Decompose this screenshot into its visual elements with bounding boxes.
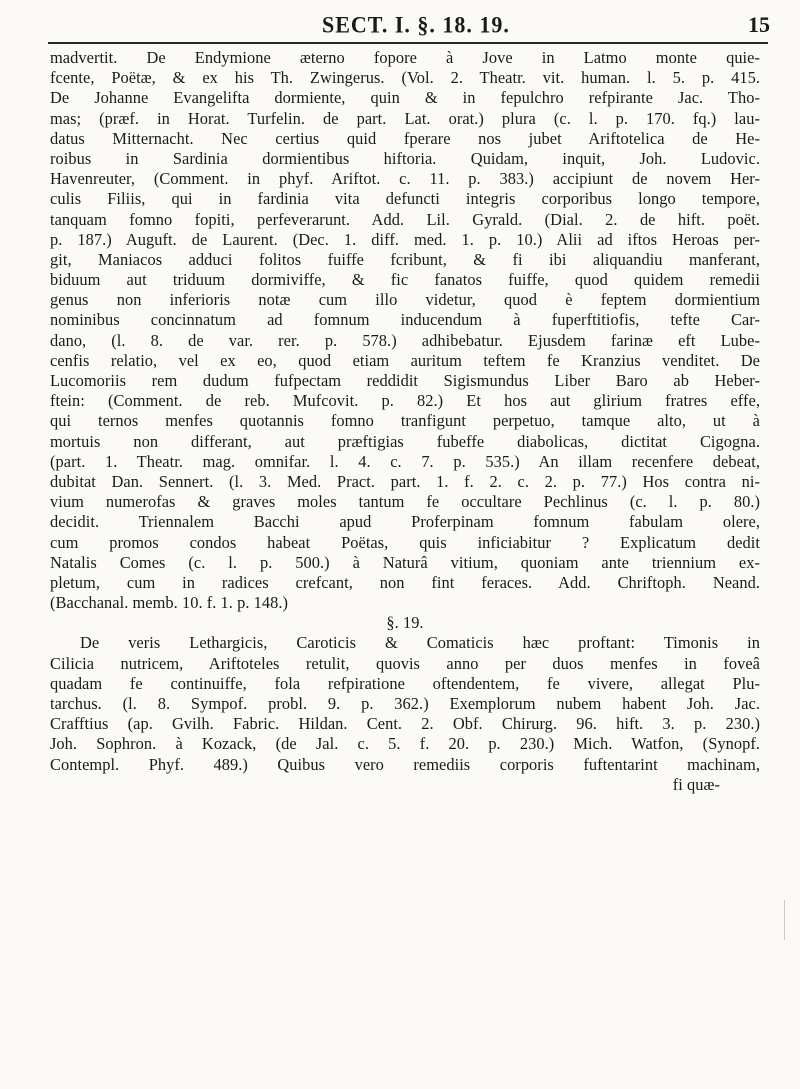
text-line: Lucomoriis rem dudum fufpectam reddidit Sigismundus Liber Baro ab Heber- (50, 371, 760, 390)
text-line: cum promos condos habeat Poëtas, quis inficiabitur ? Explicatum dedit (50, 532, 760, 552)
text-line: biduum aut triduum dormiviffe, & fic fanatos fuiffe, quod quidem remedii (50, 270, 760, 290)
text-line: vium numerofas & graves moles tantum fe occultare Pechlinus (c. l. p. 80.) (50, 492, 760, 512)
text-line: cenfis relatio, vel ex eo, quod etiam auritum teftem fe Kranzius venditet. De (50, 350, 760, 370)
text-line: tanquam fomno fopiti, perfeverarunt. Add. Lil. Gyrald. (Dial. 2. de hift. poët. (50, 209, 760, 229)
page-number: 15 (748, 12, 770, 37)
running-head: SECT. I. §. 18. 19. (322, 11, 510, 38)
body-text (50, 48, 760, 1078)
section-heading: §. 19. (386, 613, 424, 633)
text-line: Cilicia nutricem, Ariftoteles retulit, quovis anno per duos menfes in foveâ (50, 653, 760, 673)
text-line: Crafftius (ap. Gvilh. Fabric. Hildan. Cent. 2. Obf. Chirurg. 96. hift. 3. p. 230.) (50, 714, 760, 734)
page-edge-mark (784, 900, 788, 940)
text-line: nominibus concinnatum ad fomnum inducendum à fuperftitiofis, tefte Car- (50, 310, 760, 330)
catchword: fi quæ- (672, 774, 720, 794)
text-line: tarchus. (l. 8. Sympof. probl. 9. p. 362.) Exemplorum nubem habent Joh. Jac. (50, 694, 760, 713)
text-line: git, Maniacos adduci folitos fuiffe fcribunt, & fi ibi aliquandiu manferant, (50, 249, 760, 269)
text-line: culis Filiis, qui in fardinia vita defuncti integris corporibus longo tempore, (50, 189, 760, 209)
text-line: fcente, Poëtæ, & ex his Th. Zwingerus. (Vol. 2. Theatr. vit. human. l. 5. p. 415. (50, 68, 760, 88)
text-line: decidit. Triennalem Bacchi apud Proferpinam fomnum fabulam olere, (50, 512, 760, 532)
text-line: madvertit. De Endymione æterno fopore à Jove in Latmo monte quie- (50, 48, 760, 67)
header-rule (48, 42, 768, 44)
text-line: p. 187.) Auguft. de Laurent. (Dec. 1. diff. med. 1. p. 10.) Alii ad iftos Heroas per- (50, 229, 760, 249)
text-line: pletum, cum in radices crefcant, non fint feraces. Add. Chriftoph. Neand. (50, 572, 760, 592)
text-line: Joh. Sophron. à Kozack, (de Jal. c. 5. f. 20. p. 230.) Mich. Watfon, (Synopf. (50, 734, 760, 754)
text-line: (part. 1. Theatr. mag. omnifar. l. 4. c. 7. p. 535.) An illam recenfere debeat, (50, 451, 760, 471)
text-line: datus Mitternacht. Nec certius quid fperare nos jubet Ariftotelica de He- (50, 128, 760, 148)
text-line: Contempl. Phyf. 489.) Quibus vero remediis corporis fuftentarint machinam, (50, 754, 760, 774)
text-line: mas; (præf. in Horat. Turfelin. de part. Lat. orat.) plura (c. l. p. 170. fq.) lau- (50, 108, 760, 128)
text-line: quadam fe continuiffe, fola refpiratione oftendentem, fe vivere, allegat Plu- (50, 673, 760, 693)
page-header (0, 8, 800, 42)
text-line: De veris Lethargicis, Caroticis & Comaticis hæc proftant: Timonis in (80, 633, 760, 653)
text-line: qui ternos menfes quotannis fomno tranfigunt perpetuo, tamque alto, ut à (50, 411, 760, 431)
text-line: Havenreuter, (Comment. in phyf. Ariftot. c. 11. p. 383.) accipiunt de novem Her- (50, 169, 760, 189)
text-line: roibus in Sardinia dormientibus hiftoria. Quidam, inquit, Joh. Ludovic. (50, 148, 760, 168)
text-line: dubitat Dan. Sennert. (l. 3. Med. Pract. part. 1. f. 2. c. 2. p. 77.) Hos contra ni- (50, 471, 760, 491)
text-line: Natalis Comes (c. l. p. 500.) à Naturâ vitium, quoniam ante triennium ex- (50, 552, 760, 572)
text-line: mortuis non differant, aut præftigias fubeffe diabolicas, dictitat Cigogna. (50, 431, 760, 451)
text-line: genus non inferioris notæ cum illo videtur, quod è feptem dormientium (50, 290, 760, 310)
text-line: ftein: (Comment. de reb. Mufcovit. p. 82.) Et hos aut glirium fratres effe, (50, 391, 760, 411)
text-line: dano, (l. 8. de var. rer. p. 578.) adhibebatur. Ejusdem farinæ eft Lube- (50, 330, 760, 350)
text-line: (Bacchanal. memb. 10. f. 1. p. 148.) (50, 593, 289, 613)
text-line: De Johanne Evangelifta dormiente, quin & in fepulchro refpirante Jac. Tho- (50, 88, 760, 108)
